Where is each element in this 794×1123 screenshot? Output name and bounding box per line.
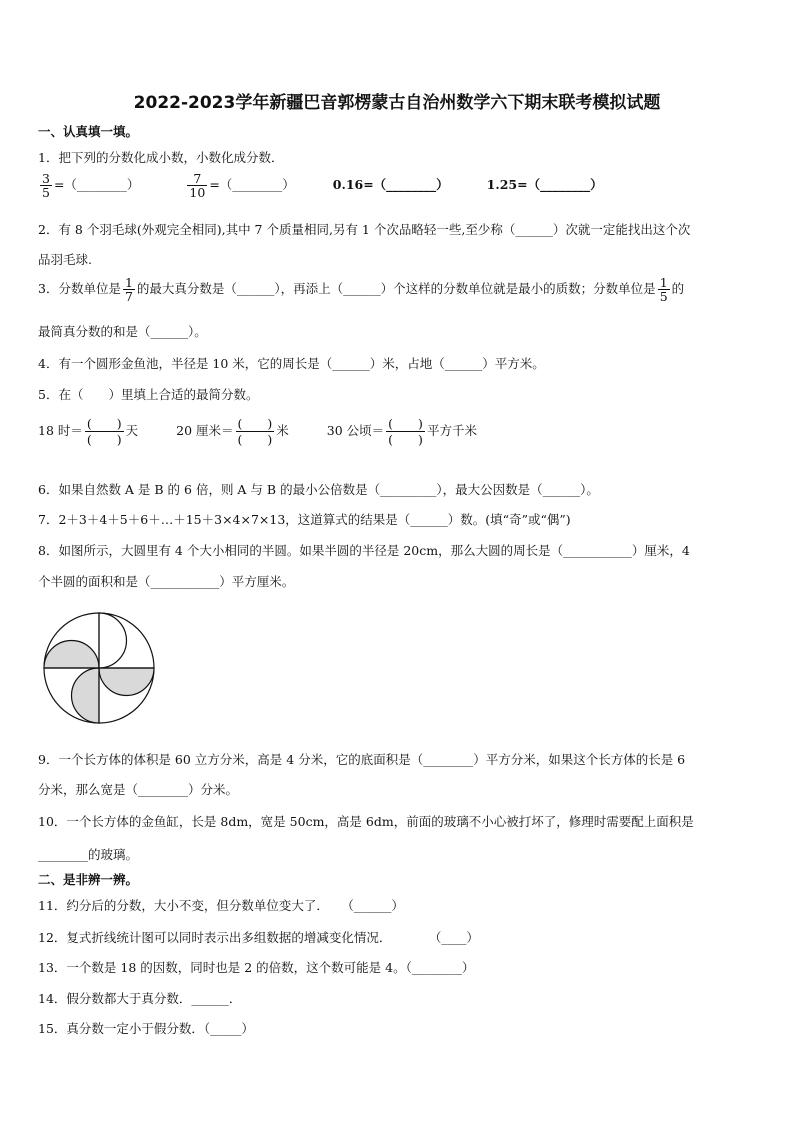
q1-answer-3[interactable]: 0.16=（________） [332,177,449,192]
q1-answer-2[interactable]: =（________） [209,177,295,192]
question-5-items: 18 时＝ ( ) ( ) 天 20 厘米＝ ( ) ( ) 米 30 公顷＝ ( ) ( ) 平方千米 [38,416,477,447]
question-8-line-2: 个半圆的面积和是（___________）平方厘米。 [38,574,295,589]
q1-fraction-2: $\frac{7}{10}$ [189,171,206,200]
question-2-line-1: 2．有 8 个羽毛球(外观完全相同),其中 7 个质量相同,另有 1 个次品略轻一些,至少称（______）次就一定能找出这个次 [38,222,691,237]
question-9-line-1: 9．一个长方体的体积是 60 立方分米，高是 4 分米，它的底面积是（________）平方分米，如果这个长方体的长是 6 [38,752,686,767]
question-1-text: 1．把下列的分数化成小数，小数化成分数． [38,150,284,165]
q1-answer-1[interactable]: =（________） [53,177,140,192]
q3-fraction-1: $\frac{1}{7}$ [124,275,133,304]
q5-fraction-3[interactable]: ( ) ( ) [388,416,423,447]
question-2-line-2: 品羽毛球. [38,252,92,267]
question-10-line-1: 10．一个长方体的金鱼缸，长是 8dm，宽是 50cm，高是 6dm，前面的玻璃不小心被打坏了，修理时需要配上面积是 [38,814,694,829]
question-10-line-2: ________的玻璃。 [38,847,139,862]
question-3-line-2: 最简真分数的和是（______）。 [38,324,207,339]
question-3-line-1: 3．分数单位是 $\frac{1}{7}$ 的最大真分数是（______），再添上（______）个这样的分数单位就是最小的质数；分数单位是 $\frac{1}{5}$ 的 [38,275,685,304]
question-15: 15．真分数一定小于假分数．（_____） [38,1021,254,1036]
q5-fraction-2[interactable]: ( ) ( ) [237,416,273,447]
q1-fraction-1: $\frac{3}{5}$ [42,171,50,200]
question-13: 13．一个数是 18 的因数，同时也是 2 的倍数，这个数可能是 4。（________） [38,960,475,975]
question-14: 14．假分数都大于真分数．______． [38,991,242,1006]
section-1-heading: 一、认真填一填。 [38,124,139,139]
question-11: 11．约分后的分数，大小不变，但分数单位变大了． （______） [38,898,404,913]
q1-answer-4[interactable]: 1.25=（________） [486,177,603,192]
question-9-line-2: 分米，那么宽是（________）分米。 [38,782,239,797]
question-7: 7．2＋3＋4＋5＋6＋…＋15＋3×4×7×13，这道算式的结果是（______）数。(填“奇”或“偶”) [38,512,571,527]
section-2-heading: 二、是非辨一辨。 [38,872,139,887]
question-1-items [38,172,603,199]
page-title: 2022-2023学年新疆巴音郭楞蒙古自治州数学六下期末联考模拟试题 [133,93,661,113]
question-5-text: 5．在（ ）里填上合适的最简分数。 [38,387,259,402]
question-8-line-1: 8．如图所示，大圆里有 4 个大小相同的半圆。如果半圆的半径是 20cm，那么大圆的周长是（___________）厘米，4 [38,543,690,558]
question-12: 12．复式折线统计图可以同时表示出多组数据的增减变化情况． （____） [38,930,479,945]
question-6: 6．如果自然数 A 是 B 的 6 倍，则 A 与 B 的最小公倍数是（_________），最大公因数是（______）。 [38,482,599,497]
question-4: 4．有一个圆形金鱼池，半径是 10 米，它的周长是（______）米，占地（______）平方米。 [38,356,545,371]
q5-fraction-1[interactable]: ( ) ( ) [86,416,122,447]
circle-with-four-semicircles-figure [40,610,158,730]
q3-fraction-2: $\frac{1}{5}$ [659,275,668,304]
